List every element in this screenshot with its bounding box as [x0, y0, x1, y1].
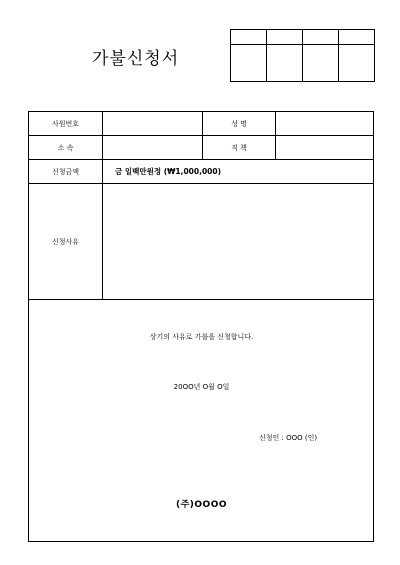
reason-label: 신청사유 — [29, 184, 102, 300]
position-label: 직 책 — [202, 136, 275, 159]
form-row-dept — [29, 136, 373, 160]
dept-field[interactable] — [102, 136, 202, 159]
request-form — [28, 111, 374, 542]
name-field[interactable] — [275, 112, 374, 135]
approval-header-cell — [267, 30, 303, 45]
approval-header-cell — [303, 30, 339, 45]
approval-sign-cell — [231, 45, 267, 82]
company-name: (주)OOOO — [175, 500, 228, 510]
approval-header-cell — [231, 30, 267, 45]
employee-no-label: 사원번호 — [51, 119, 80, 128]
employee-no-field[interactable] — [102, 112, 202, 135]
approval-sign-cell — [339, 45, 375, 82]
name-label: 성 명 — [202, 112, 275, 135]
declaration-text: 상기의 사유로 가불을 신청합니다. — [149, 333, 254, 341]
reason-field[interactable] — [102, 184, 374, 300]
amount-label: 신청금액 — [51, 167, 80, 176]
document-title: 가불신청서 — [92, 49, 180, 69]
dept-label: 소 속 — [57, 143, 74, 152]
amount-value[interactable]: 금 일백만원정 (₩1,000,000) — [102, 160, 374, 183]
approval-sign-cell — [303, 45, 339, 82]
form-row-employee — [29, 112, 373, 136]
approval-box — [230, 29, 375, 82]
applicant-text: 신청인 : OOO (인) — [259, 434, 318, 442]
form-row-amount — [29, 160, 373, 184]
date-text: 20OO년 O월 O일 — [173, 383, 230, 391]
position-field[interactable] — [275, 136, 374, 159]
approval-sign-cell — [267, 45, 303, 82]
approval-header-cell — [339, 30, 375, 45]
